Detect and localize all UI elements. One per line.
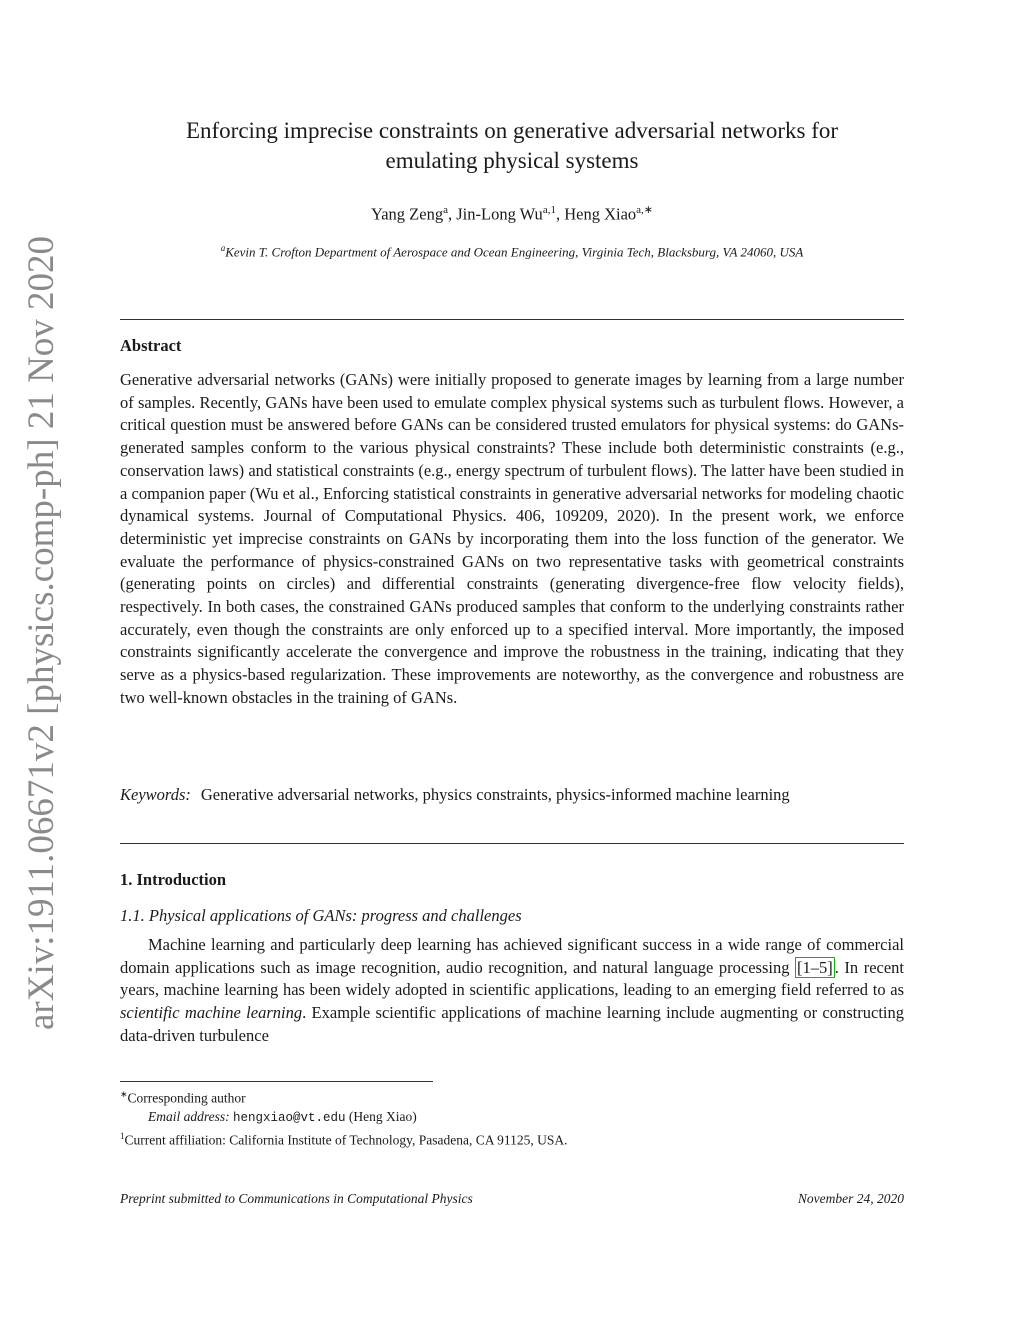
arxiv-stamp: arXiv:1911.06671v2 [physics.comp-ph] 21 Nov 2020 — [21, 235, 62, 1030]
email-address[interactable]: hengxiao@vt.edu — [233, 1110, 346, 1125]
author-separator: , — [555, 204, 565, 224]
keywords — [120, 784, 904, 807]
top-rule — [120, 319, 904, 320]
intro-paragraph — [120, 934, 904, 1048]
footer-preprint: Preprint submitted to Communications in Computational Physics — [120, 1191, 473, 1206]
footer-date: November 24, 2020 — [797, 1191, 904, 1206]
subsection-heading: 1.1. Physical applications of GANs: progress and challenges — [120, 906, 522, 925]
author-separator: , — [447, 204, 457, 224]
section-heading: 1. Introduction — [120, 870, 227, 889]
keywords-label: Keywords: — [120, 785, 191, 804]
intro-emphasis: scientific machine learning — [120, 1003, 303, 1023]
author-marks: a,1 — [542, 204, 556, 216]
abstract-text: Generative adversarial networks (GANs) were initially proposed to generate images by learning from a large number of samples. Recently, GANs have been used to emulate complex physical systems such as turbulent flows. However, a critical question must be answered before GANs can be considered trusted emulators for physical systems: do GANs-generated samples conform to the various physical constraints? These include both deterministic constraints (e.g., conservation laws) and statistical constraints (e.g., energy spectrum of turbulent flows). The latter have been studied in a companion paper (Wu et al., Enforcing statistical constraints in generative adversarial networks for modeling chaotic dynamical systems. Journal of Computational Physics. 406, 109209, 2020). In the present work, we enforce deterministic yet imprecise constraints on GANs by incorporating them into the loss function of the generator. We evaluate the performance of physics-constrained GANs on two representative tasks with geometrical constraints (generating points on circles) and differential constraints (generating divergence-free flow velocity fields), respectively. In both cases, the constrained GANs produced samples that conform to the underlying constraints rather accurately, even though the constraints are only enforced up to a specified interval. More importantly, the imposed constraints significantly accelerate the convergence and improve the robustness in the training, indicating that they serve as a physics-based regularization. These improvements are noteworthy, as the convergence and robustness are two well-known obstacles in the training of GANs. — [120, 370, 904, 707]
abstract-heading: Abstract — [120, 336, 182, 355]
title-line-2: emulating physical systems — [385, 148, 639, 173]
keywords-text: Generative adversarial networks, physics constraints, physics-informed machine learning — [200, 785, 790, 804]
bottom-rule — [120, 843, 904, 844]
author-marks: a,∗ — [636, 204, 654, 216]
page-footer — [120, 1191, 904, 1207]
title-line-1: Enforcing imprecise constraints on generative adversarial networks for — [185, 118, 839, 143]
footnote-text: Current affiliation: California Institute of Technology, Pasadena, CA 91125, USA. — [124, 1132, 568, 1147]
footnote-email — [120, 1108, 904, 1127]
footnote-mark: 1 — [120, 1130, 125, 1141]
author-name: Jin-Long Wu — [456, 204, 543, 224]
footnote-text: Corresponding author — [127, 1090, 246, 1106]
footnote-rule — [120, 1081, 433, 1082]
author-name: Yang Zeng — [370, 204, 444, 224]
author-marks: a — [443, 204, 448, 216]
email-name: (Heng Xiao) — [348, 1108, 417, 1124]
citation-link[interactable]: [1–5] — [797, 957, 833, 977]
author-list — [120, 203, 904, 225]
footnotes — [120, 1085, 904, 1149]
paper-title — [120, 116, 904, 176]
affiliation-text: Kevin T. Crofton Department of Aerospace and Ocean Engineering, Virginia Tech, Blacksburg, VA 24060, USA — [225, 244, 804, 260]
intro-text-part: . Example scientific applications of machine learning include augmenting or constructing data-driven turbulence — [120, 1003, 904, 1045]
email-label: Email address: — [148, 1108, 230, 1124]
footnote-corresponding — [120, 1085, 904, 1108]
footnote-affiliation — [120, 1127, 904, 1150]
affiliation-mark: a — [220, 243, 226, 253]
author-name: Heng Xiao — [564, 204, 637, 224]
intro-text-part: . In recent years, machine learning has been widely adopted in scientific applications, leading to an emerging field referred to as — [120, 957, 905, 1000]
intro-text-part: Machine learning and particularly deep learning has achieved significant success in a wide range of commercial domain applications such as image recognition, audio recognition, and natural language processing — [120, 935, 904, 977]
footnote-mark: ∗ — [120, 1089, 128, 1099]
affiliation — [120, 243, 904, 260]
